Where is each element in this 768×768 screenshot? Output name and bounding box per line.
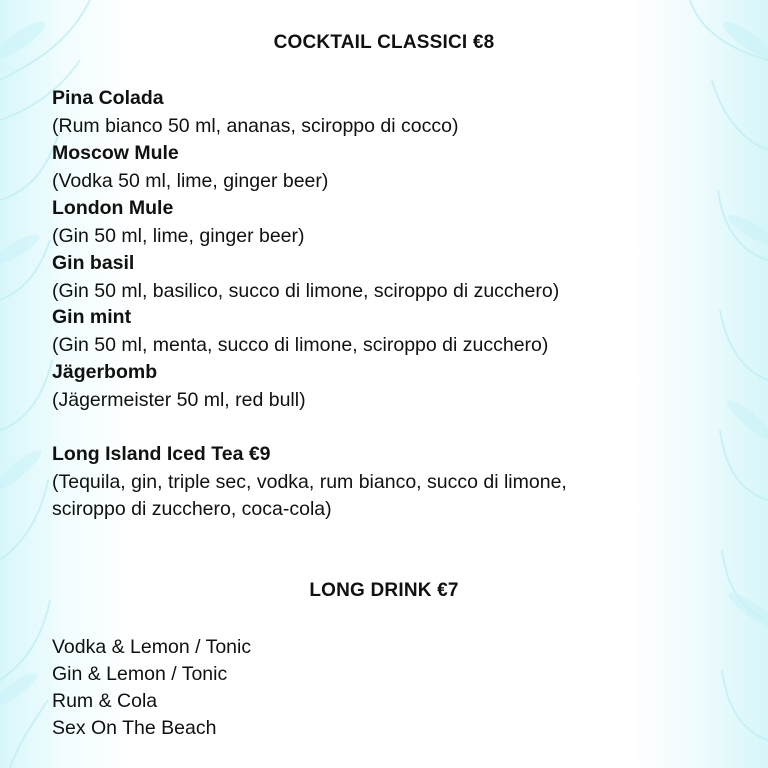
long-drink-heading: LONG DRINK €7 — [309, 580, 459, 601]
cocktail-description: (Gin 50 ml, menta, succo di limone, sciroppo di zucchero) — [52, 334, 549, 356]
cocktail-description: (Gin 50 ml, basilico, succo di limone, sciroppo di zucchero) — [52, 280, 560, 302]
long-island-name: Long Island Iced Tea €9 — [52, 443, 271, 465]
long-island-description-line-1: (Tequila, gin, triple sec, vodka, rum bianco, succo di limone, — [52, 471, 567, 493]
long-drink-item: Gin & Lemon / Tonic — [52, 663, 228, 685]
cocktail-name: Gin basil — [52, 252, 135, 274]
cocktail-name: Jägerbomb — [52, 361, 158, 383]
cocktail-classici-heading: COCKTAIL CLASSICI €8 — [273, 32, 495, 53]
cocktail-name: London Mule — [52, 197, 174, 219]
cocktail-description: (Gin 50 ml, lime, ginger beer) — [52, 225, 305, 247]
cocktail-name: Moscow Mule — [52, 142, 179, 164]
long-drink-item: Vodka & Lemon / Tonic — [52, 636, 252, 658]
long-drink-item: Sex On The Beach — [52, 717, 217, 739]
long-drink-item: Rum & Cola — [52, 690, 158, 712]
menu-content — [52, 0, 716, 768]
cocktail-description: (Vodka 50 ml, lime, ginger beer) — [52, 170, 329, 192]
cocktail-description: (Jägermeister 50 ml, red bull) — [52, 389, 306, 411]
cocktail-name: Gin mint — [52, 306, 132, 328]
long-island-description-line-2: sciroppo di zucchero, coca-cola) — [52, 498, 332, 520]
cocktail-name: Pina Colada — [52, 87, 164, 109]
cocktail-description: (Rum bianco 50 ml, ananas, sciroppo di cocco) — [52, 115, 459, 137]
